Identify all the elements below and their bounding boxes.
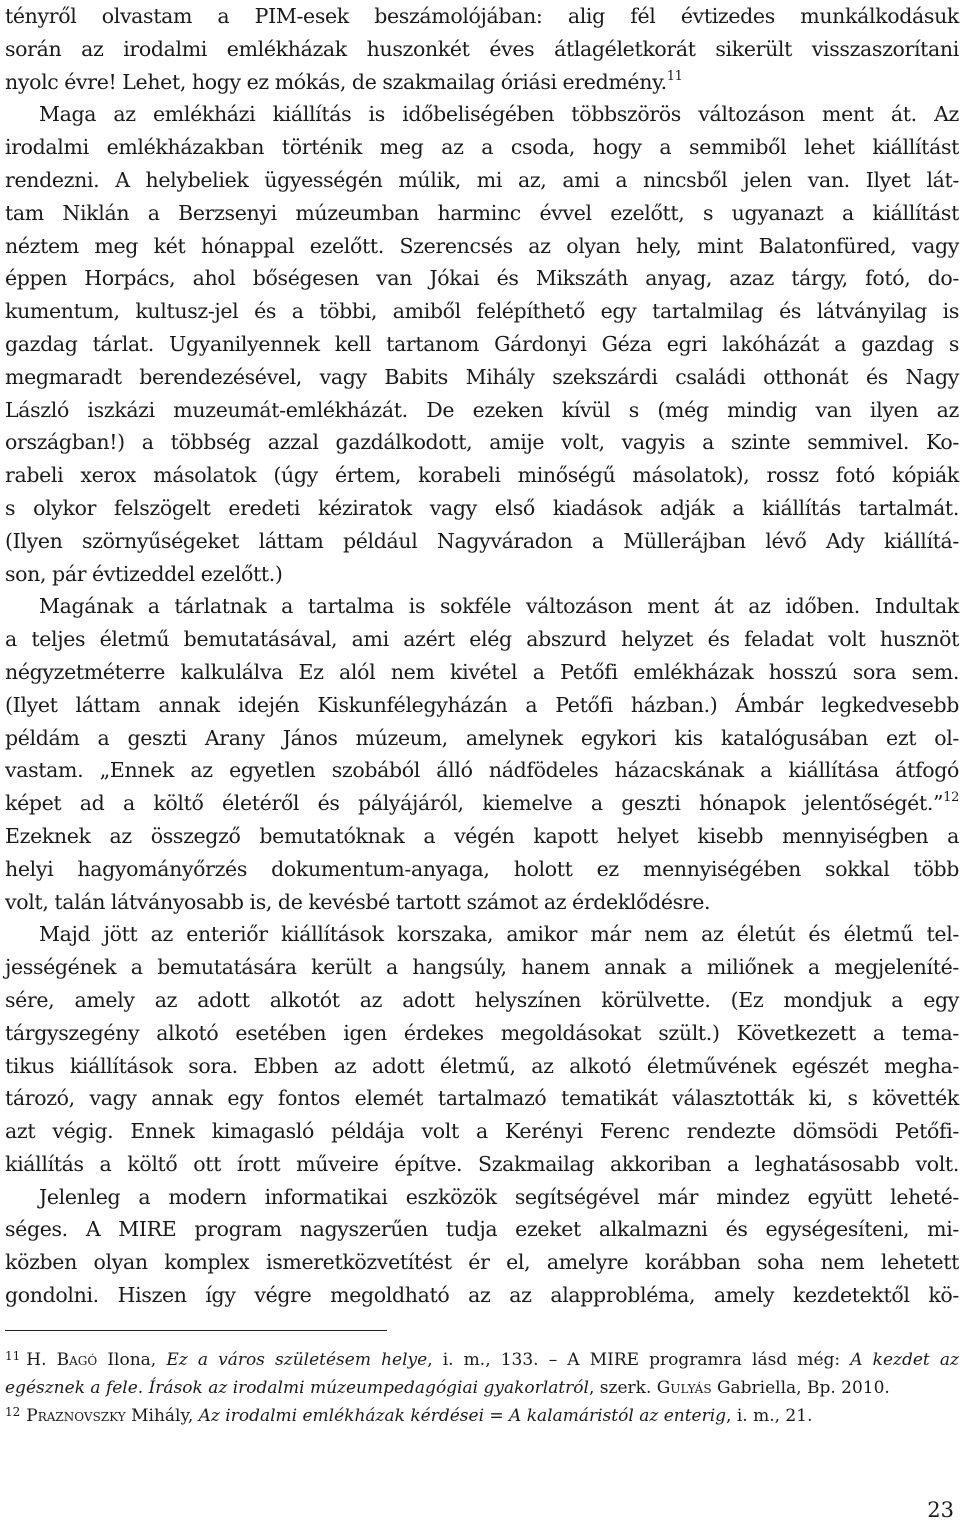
footnote-reference: 11: [666, 68, 683, 84]
body-line-text: Ezeknek az összegző bemutatóknak a végén kapott helyet kisebb mennyiségben a: [5, 823, 959, 848]
footnote-12-author-given: Mihály,: [125, 1406, 199, 1426]
footnote-12-author-surname: raznovszky: [37, 1406, 126, 1426]
body-line-text: néztem meg két hónappal ezelőtt. Szerencsés az olyan hely, mint Balatonfüred, vagy: [5, 233, 959, 258]
footnote-11-author-surname: agó: [69, 1350, 98, 1370]
body-line: [5, 230, 959, 263]
body-line-text: helyi hagyományőrzés dokumentum-anyaga, holott ez mennyiségében sokkal több: [5, 856, 959, 881]
body-line: [5, 623, 959, 656]
body-line-text: rabeli xerox másolatok (úgy értem, korabeli minőségű másolatok), rossz fotó kópiák: [5, 463, 959, 488]
footnote-12-author-initial: P: [26, 1406, 38, 1426]
body-line: [5, 984, 959, 1017]
body-line-text: példám a geszti Arany János múzeum, amelynek egykori kis katalógusában ezt ol-: [5, 725, 959, 750]
body-line-text: megmaradt berendezésével, vagy Babits Mihály szekszárdi családi otthonát és Nagy: [5, 364, 959, 389]
body-line: [5, 361, 959, 394]
footnote-12-title: Az irodalmi emlékházak kérdései = A kalamáristól az enterig: [198, 1406, 727, 1426]
body-line-text: tam Niklán a Berzsenyi múzeumban harminc évvel ezelőtt, s ugyanazt a kiállítást: [5, 200, 959, 225]
footnote-12-number: 12: [5, 1405, 21, 1419]
body-line-text: Majd jött az enteriőr kiállítások korszaka, amikor már nem az életút és életmű tel-: [39, 922, 959, 947]
body-line-text: tikus kiállítások sora. Ebben az adott életmű, az alkotó életművének egészét megha-: [5, 1053, 959, 1078]
body-line-text: kiállítás a költő ott írott műveire építve. Szakmailag akkoriban a leghatásosabb volt.: [5, 1151, 959, 1176]
body-line: [5, 426, 959, 459]
footnote-11-publication: Gabriella, Bp. 2010.: [711, 1378, 890, 1398]
body-line: [5, 492, 959, 525]
body-line: [5, 328, 959, 361]
body-line-text: rendezni. A helybeliek ügyességén múlik, mi az, ami a nincsből jelen van. Ilyet lát-: [5, 167, 959, 192]
body-line: [5, 886, 959, 919]
body-line: [5, 1148, 959, 1181]
body-line: [5, 1017, 959, 1050]
body-line-text: jességének a bemutatására került a hangsúly, hanem annak a miliőnek a megjeleníté-: [5, 955, 959, 980]
body-line: [5, 951, 959, 984]
body-line-text: országban!) a többség azzal gazdálkodott, amije volt, vagyis a szinte semmivel. Ko-: [5, 430, 959, 455]
body-line: [5, 853, 959, 886]
body-line: [5, 820, 959, 853]
body-line: [5, 558, 959, 591]
body-line-text: során az irodalmi emlékházak huszonkét éves átlagéletkorát sikerült visszaszorítani: [5, 36, 959, 61]
body-line-text: László iszkázi muzeumát-emlékházát. De ezeken kívül s (még mindig van ilyen az: [5, 397, 959, 422]
body-line-text: vastam. „Ennek az egyetlen szobából álló nádfödeles házacskának a kiállítása átfogó: [5, 758, 959, 783]
body-line-text: (Ilyen szörnyűségeket láttam például Nagyváradon a Müllerájban lévő Ady kiállítá-: [5, 528, 959, 553]
body-line: [5, 590, 959, 623]
body-line: [5, 1181, 959, 1214]
footnote-11-reference: , i. m., 133. – A MIRE programra lásd még:: [427, 1350, 851, 1370]
footnote-12: [5, 1404, 959, 1428]
body-line-text: tényről olvastam a PIM-esek beszámolójában: alig fél évtizedes munkálkodásuk: [5, 4, 959, 28]
body-line: [5, 1082, 959, 1115]
footnote-12-reference: , i. m., 21.: [726, 1406, 813, 1426]
body-line: [5, 262, 959, 295]
body-line: [5, 722, 959, 755]
footnote-11-number: 11: [5, 1349, 21, 1363]
footnote-11-title-2a: A kezdet az: [850, 1350, 959, 1370]
body-line: [5, 1279, 959, 1312]
body-line-text: tárgyszegény alkotó esetében igen érdekes megoldásokat szült.) Következett a tema-: [5, 1020, 959, 1045]
body-line: [5, 1246, 959, 1279]
body-line-text: irodalmi emlékházakban történik meg az a csoda, hogy a semmiből lehet kiállítást: [5, 135, 959, 160]
body-line: [5, 689, 959, 722]
body-line: [5, 66, 959, 99]
footnote-reference: 12: [943, 790, 959, 806]
body-line-text: közben olyan komplex ismeretközvetítést ér el, amelyre korábban soha nem lehetett: [5, 1250, 959, 1275]
footnote-11-line-2: [5, 1376, 959, 1400]
body-line: [5, 164, 959, 197]
body-line: [5, 0, 959, 33]
body-line: [5, 1213, 959, 1246]
body-line: [5, 1115, 959, 1148]
body-line: [5, 197, 959, 230]
body-text: [5, 0, 959, 1312]
body-line: [5, 787, 959, 820]
body-line-text: éppen Horpács, ahol bőségesen van Jókai és Mikszáth anyag, azaz tárgy, fotó, do-: [5, 266, 959, 291]
body-line: [5, 131, 959, 164]
footnote-11-line-1: [5, 1348, 959, 1372]
page-number: 23: [927, 1498, 954, 1522]
body-line-text: gondolni. Hiszen így végre megoldható az az alapprobléma, amely kezdetektől kö-: [5, 1283, 959, 1308]
body-line-text: volt, talán látványosabb is, de kevésbé tartott számot az érdeklődésre.: [5, 889, 711, 914]
body-line-text: azt végig. Ennek kimagasló példája volt a Kerényi Ferenc rendezte dömsödi Petőfi-: [5, 1119, 959, 1144]
body-line-text: séges. A MIRE program nagyszerűen tudja ezeket alkalmazni és egységesíteni, mi-: [5, 1217, 959, 1242]
body-line: [5, 33, 959, 66]
footnote-separator: [5, 1330, 387, 1331]
body-line: [5, 754, 959, 787]
footnote-11-title-1: Ez a város születésem helye: [166, 1350, 428, 1370]
footnote-11-editor-surname: ulyás: [670, 1378, 712, 1398]
footnote-11-title-2b: egésznek a fele. Írások az irodalmi múzeumpedagógiai gyakorlatról: [5, 1378, 589, 1398]
body-line: [5, 459, 959, 492]
body-line: [5, 918, 959, 951]
body-line-text: tározó, vagy annak egy fontos elemét tartalmazó tematikát választották ki, s követték: [5, 1086, 959, 1111]
body-line-text: nyolc évre! Lehet, hogy ez mókás, de szakmailag óriási eredmény.: [5, 69, 667, 94]
body-line: [5, 295, 959, 328]
body-line: [5, 525, 959, 558]
body-line-text: a teljes életmű bemutatásával, ami azért elég abszurd helyzet és feladat volt husznöt: [5, 627, 959, 652]
body-line-text: sére, amely az adott alkotót az adott helyszínen körülvette. (Ez mondjuk a egy: [5, 987, 959, 1012]
body-line-text: kumentum, kultusz-jel és a többi, amiből felépíthető egy tartalmilag és látványilag is: [5, 299, 959, 324]
body-line: [5, 98, 959, 131]
body-line-text: Magának a tárlatnak a tartalma is sokféle változáson ment át az időben. Indultak: [39, 594, 959, 619]
body-line: [5, 656, 959, 689]
body-line: [5, 1050, 959, 1083]
body-line-text: Maga az emlékházi kiállítás is időbeliségében többszörös változáson ment át. Az: [39, 102, 959, 127]
body-line-text: son, pár évtizeddel ezelőtt.): [5, 561, 283, 586]
footnote-11-editor-initial: , szerk. G: [588, 1378, 671, 1398]
body-line-text: s olykor felszögelt eredeti kéziratok vagy első kiadások adják a kiállítás tartalmát.: [5, 495, 959, 520]
body-line: [5, 394, 959, 427]
body-line-text: négyzetméterre kalkulálva Ez alól nem kivétel a Petőfi emlékházak hosszú sora sem.: [5, 659, 959, 684]
body-line-text: (Ilyet láttam annak idején Kiskunfélegyházán a Petőfi házban.) Ámbár legkedvesebb: [5, 692, 959, 717]
body-line-text: gazdag tárlat. Ugyanilyennek kell tartanom Gárdonyi Géza egri lakóházát a gazdag s: [5, 331, 959, 356]
body-line-text: Jelenleg a modern informatikai eszközök segítségével már mindez együtt leheté-: [39, 1184, 959, 1209]
footnote-11-author-initial: H. B: [26, 1350, 70, 1370]
footnote-11-author-given: Ilona,: [97, 1350, 167, 1370]
body-line-text: képet ad a költő életéről és pályájáról, kiemelve a geszti hónapok jelentőségét.”: [5, 791, 944, 816]
